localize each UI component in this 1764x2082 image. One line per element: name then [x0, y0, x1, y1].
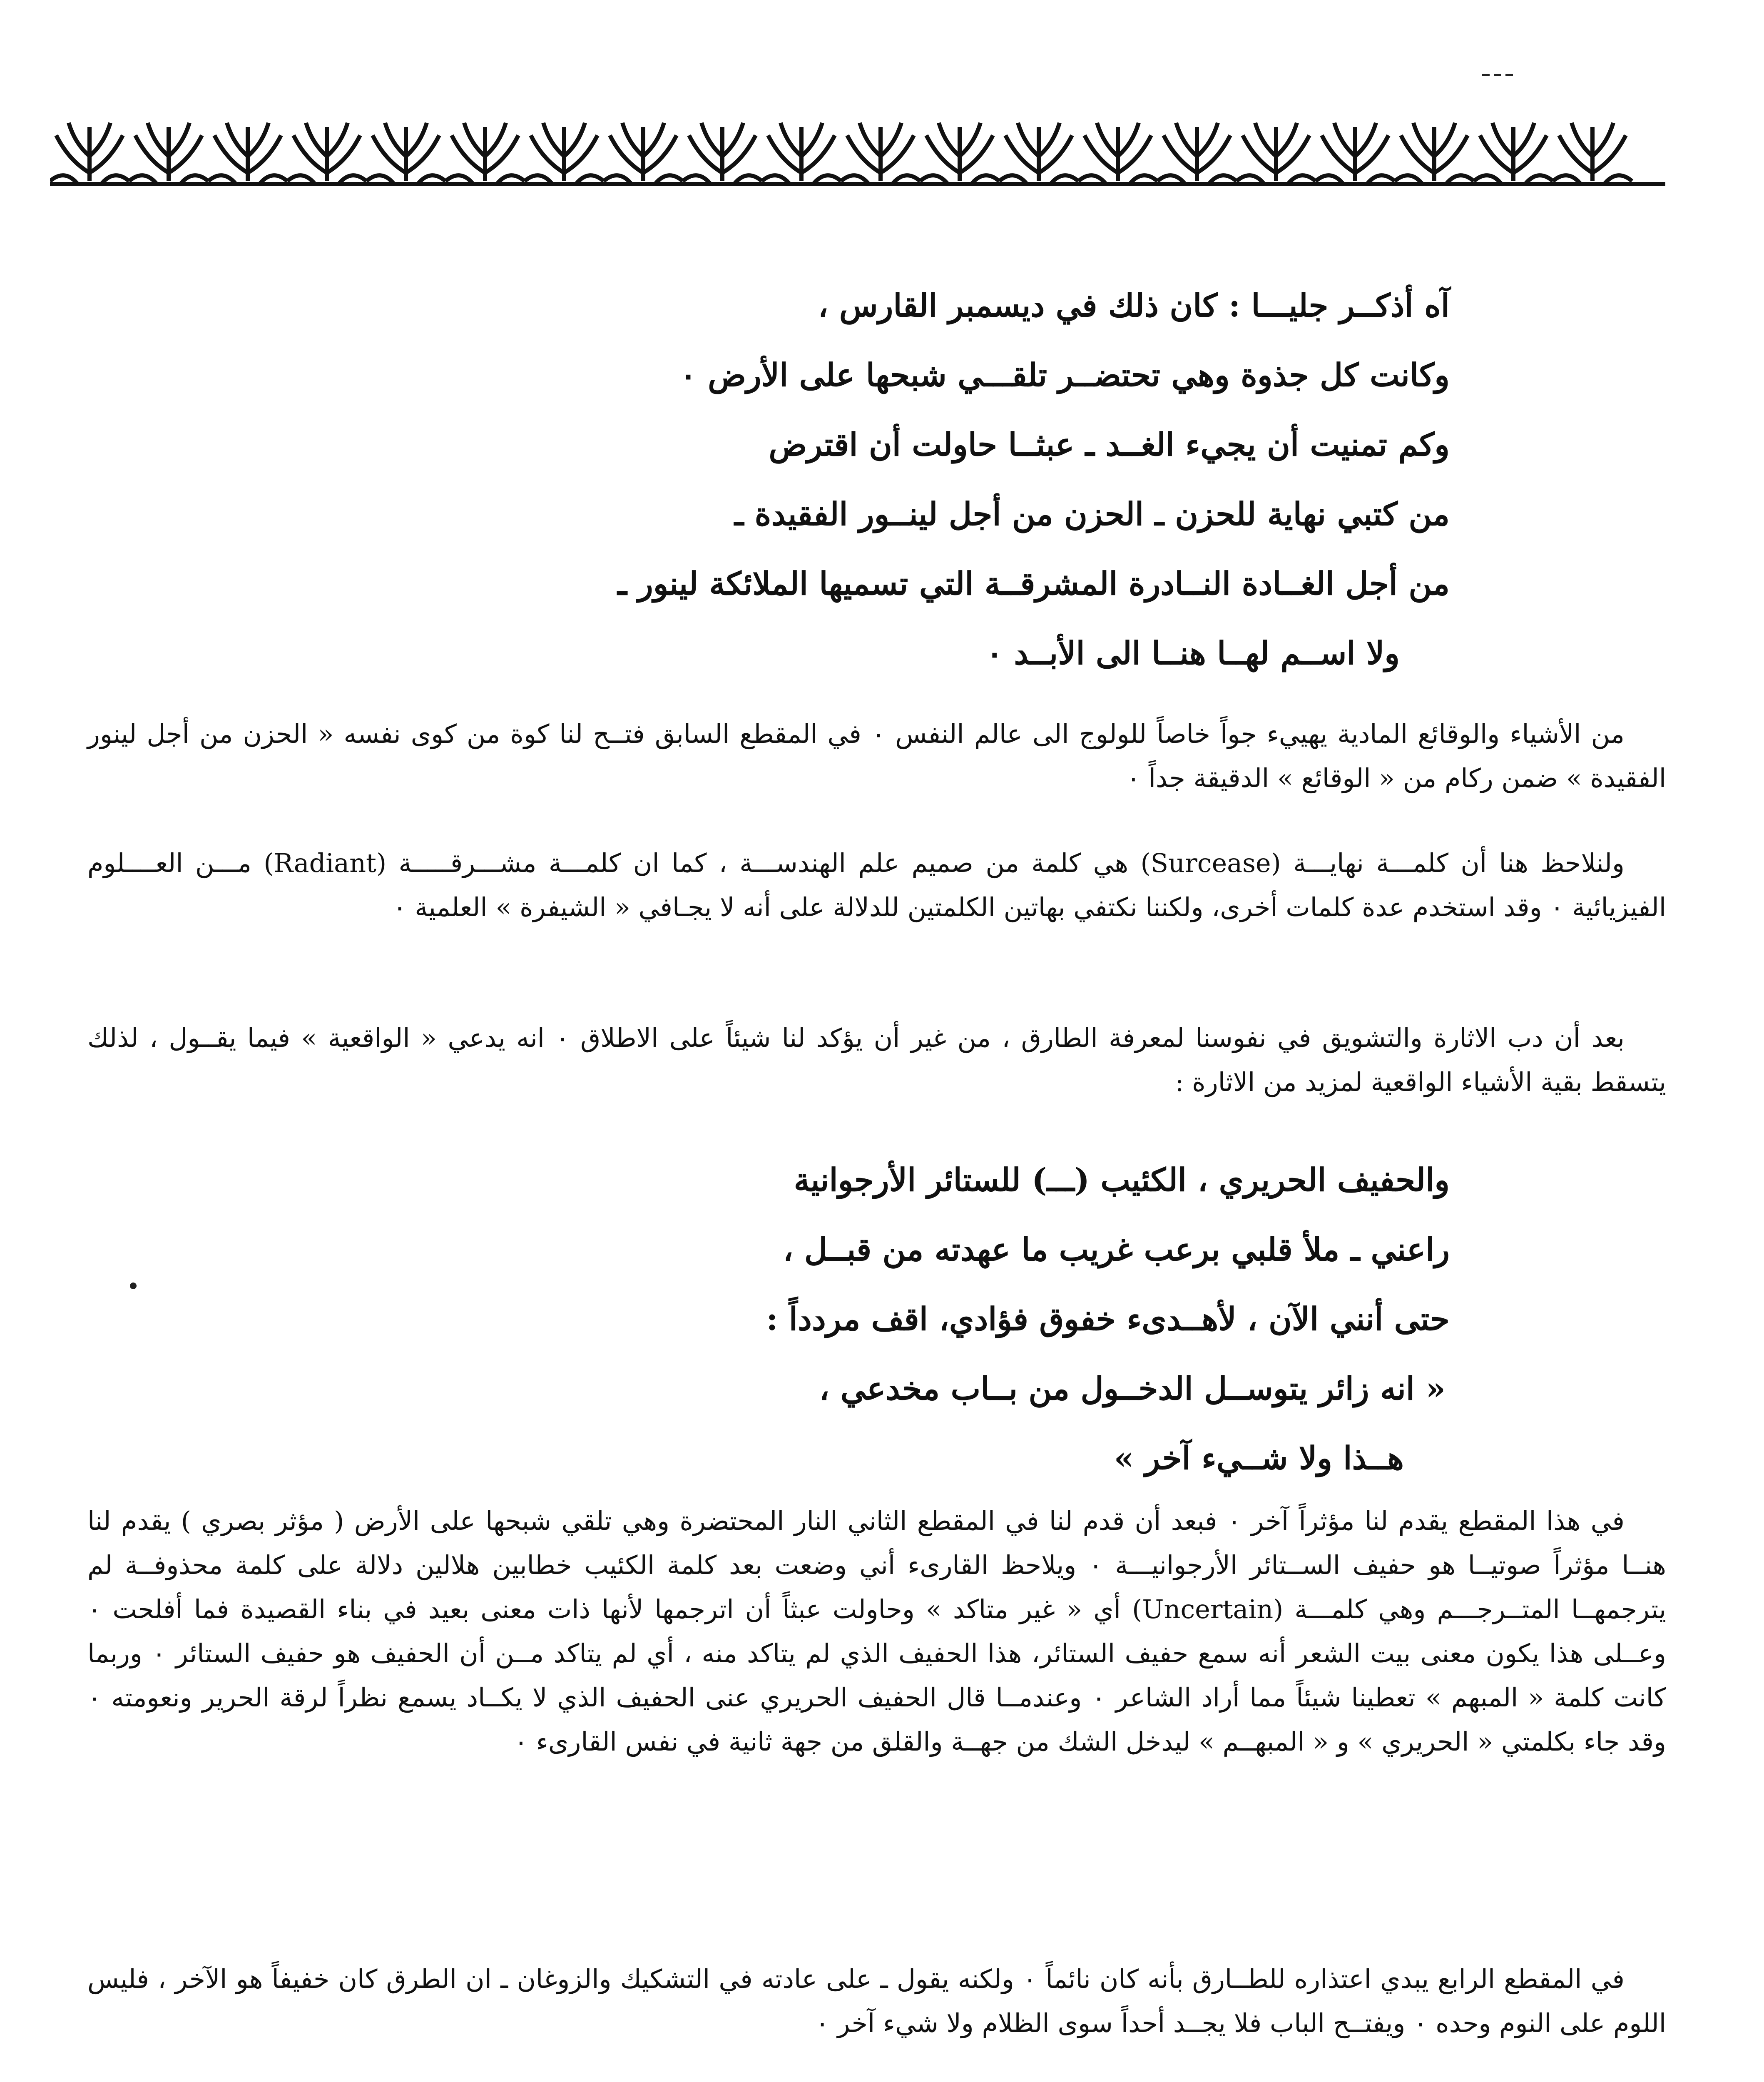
commentary-paragraph-3 [87, 1016, 1666, 1104]
ornament-baseline [50, 182, 1665, 186]
poem-line: حتى أنني الآن ، لأهــدىء خفوق فؤادي، اقف مردداً : [766, 1300, 1450, 1337]
poem-line: هــذا ولا شــيء آخر » [1114, 1439, 1404, 1477]
paragraph-text: ولنلاحظ هنا أن كلمـــة نهايـــة (Surcease) هي كلمة من صميم علم الهندســـة ، كما ان كلمـــة مشـــرقـــــة (Radiant) مـــن العــــلوم الفيزيائية ٠ وقد استخدم عدة كلمات أخرى، ولكننا نكتفي بهاتين الكلمتين للدلالة على أنه لا يجـافي « الشيفرة » العلمية ٠ [87, 848, 1666, 922]
paragraph-text: من الأشياء والوقائع المادية يهييء جواً خاصاً للولوج الى عالم النفس ٠ في المقطع السابق فتــح لنا كوة من كوى نفسه « الحزن من أجل لينور الفقيدة » ضمن ركام من « الوقائع » الدقيقة جداً ٠ [87, 719, 1666, 793]
commentary-paragraph-4 [87, 1499, 1666, 1764]
poem-line: والحفيف الحريري ، الكئيب (ـــ) للستائر الأرجوانية [794, 1161, 1450, 1198]
commentary-paragraph-2 [87, 841, 1666, 929]
floral-border-icon [50, 110, 1665, 189]
poem-line: من أجل الغــادة النــادرة المشرقــة التي تسميها الملائكة لينور ـ [617, 565, 1450, 602]
poem-stanza-1 [201, 271, 1450, 688]
poem-line: راعني ـ ملأ قلبي برعب غريب ما عهدته من قبــل ، [783, 1231, 1450, 1268]
poem-line: وكانت كل جذوة وهي تحتضــر تلقـــي شبحها على الأرض ٠ [679, 356, 1450, 393]
paragraph-text: في المقطع الرابع يبدي اعتذاره للطــارق بأنه كان نائماً ٠ ولكنه يقول ـ على عادته في التشكيك والزوغان ـ ان الطرق كان خفيفاً هو الآخر ، فليس اللوم على النوم وحده ٠ ويفتــح الباب فلا يجــد أحداً سوى الظلام ولا شيء آخر ٠ [87, 1964, 1666, 2038]
paragraph-text: بعد أن دب الاثارة والتشويق في نفوسنا لمعرفة الطارق ، من غير أن يؤكد لنا شيئاً على الاطلاق ٠ انه يدعي « الواقعية » فيما يقــول ، لذلك يتسقط بقية الأشياء الواقعية لمزيد من الاثارة : [87, 1023, 1666, 1097]
poem-line: ولا اســم لهــا هنــا الى الأبــد ٠ [986, 635, 1400, 672]
commentary-paragraph-1 [87, 712, 1666, 800]
poem-line: من كتبي نهاية للحزن ـ الحزن من أجل لينــور الفقيدة ـ [734, 496, 1450, 533]
margin-dot [130, 1283, 137, 1289]
poem-line: آه أذكــر جليـــا : كان ذلك في ديسمبر القارس ، [818, 287, 1450, 324]
poem-line: « انه زائر يتوســل الدخــول من بــاب مخدعي ، [819, 1370, 1446, 1407]
ink-speck [1482, 70, 1528, 73]
ornament-fronds [50, 123, 1632, 183]
commentary-paragraph-5 [87, 1957, 1666, 2045]
poem-line: وكم تمنيت أن يجيء الغــد ـ عبثــا حاولت أن اقترض [769, 426, 1450, 463]
paragraph-text: في هذا المقطع يقدم لنا مؤثراً آخر ٠ فبعد أن قدم لنا في المقطع الثاني النار المحتضرة وهي تلقي شبحها على الأرض ( مؤثر بصري ) يقدم لنا هنــا مؤثراً صوتيــا هو حفيف الســتائر الأرجوانيـــة ٠ ويلاحظ القارىء أني وضعت بعد كلمة الكئيب خطابين هلالين دلالة على كلمة محذوفــة لم يترجمهــا المتــرجـــم وهي كلمـــة (Uncertain) أي « غير متاكد » وحاولت عبثاً أن اترجمها لأنها ذات معنى بعيد في بناء القصيدة فما أفلحت ٠ وعــلى هذا يكون معنى بيت الشعر أنه سمع حفيف الستائر، هذا الحفيف الذي لم يتاكد منه ، أي لم يتاكد مــن أن الحفيف هو حفيف الستائر ٠ وربما كانت كلمة « المبهم » تعطينا شيئاً مما أراد الشاعر ٠ وعندمــا قال الحفيف الحريري عنى الحفيف الذي لا يكــاد يسمع نظراً لرقة الحرير ونعومته ٠ وقد جاء بكلمتي « الحريري » و « المبهــم » ليدخل الشك من جهــة والقلق من جهة ثانية في نفس القارىء ٠ [87, 1506, 1667, 1757]
poem-stanza-2 [201, 1145, 1450, 1493]
